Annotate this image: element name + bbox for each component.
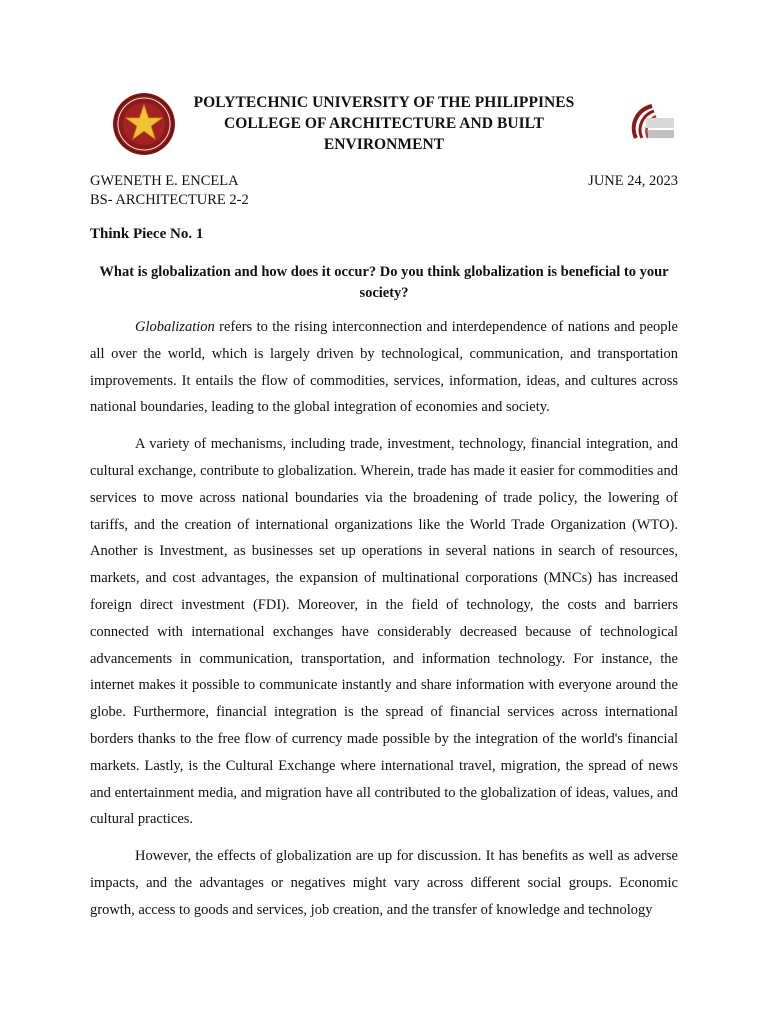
pup-seal-icon bbox=[112, 92, 176, 156]
essay-question: What is globalization and how does it occur? Do you think globalization is beneficial to your society? bbox=[99, 264, 669, 301]
university-name: POLYTECHNIC UNIVERSITY OF THE PHILIPPINES bbox=[193, 94, 575, 111]
document-header bbox=[170, 92, 598, 155]
paragraph-3: However, the effects of globalization are up for discussion. It has benefits as well as adverse impacts, and the advantages or negatives might vary across different social groups. Economic growth, access to goods and services, job creation, and the transfer of knowledge and technology bbox=[90, 848, 678, 918]
student-program: BS- ARCHITECTURE 2-2 bbox=[90, 192, 249, 208]
paragraph-1 bbox=[90, 314, 678, 421]
paragraph-1-text: refers to the rising interconnection and interdependence of nations and people all over the world, which is largely driven by technological, communication, and transportation improvements. It entails the flow of commodities, services, information, ideas, and cultures across national boundaries, leading to the global integration of economies and society. bbox=[90, 319, 678, 416]
pup-cabe-logo-icon bbox=[626, 98, 678, 146]
paragraph-2: A variety of mechanisms, including trade, investment, technology, financial integration, and cultural exchange, contribute to globalization. Wherein, trade has made it easier for commodities and services to move across national boundaries via the broadening of trade policy, the lowering of tariffs, and the creation of international organizations like the World Trade Organization (WTO). Another is Investment, as businesses set up operations in several nations in search of resources, markets, and cost advantages, the expansion of multinational corporations (MNCs) has increased foreign direct investment (FDI). Moreover, in the field of technology, the costs and barriers connected with international exchanges have considerably decreased because of technological advancements in communication, transportation, and information technology. For instance, the internet makes it possible to communicate instantly and share information with everyone around the globe. Furthermore, financial integration is the spread of financial services across international borders thanks to the free flow of currency made possible by the integration of the world's financial markets. Lastly, is the Cultural Exchange where international travel, migration, the spread of news and entertainment media, and migration have all contributed to the globalization of ideas, values, and cultural practices. bbox=[90, 436, 678, 828]
essay-body bbox=[90, 314, 678, 934]
document-date: JUNE 24, 2023 bbox=[588, 173, 678, 189]
paragraph-1-lead: Globalization bbox=[135, 319, 215, 335]
student-name: GWENETH E. ENCELA bbox=[90, 173, 239, 189]
piece-title: Think Piece No. 1 bbox=[90, 226, 204, 242]
student-info bbox=[90, 172, 678, 210]
college-name: COLLEGE OF ARCHITECTURE AND BUILT ENVIRONMENT bbox=[223, 115, 545, 153]
